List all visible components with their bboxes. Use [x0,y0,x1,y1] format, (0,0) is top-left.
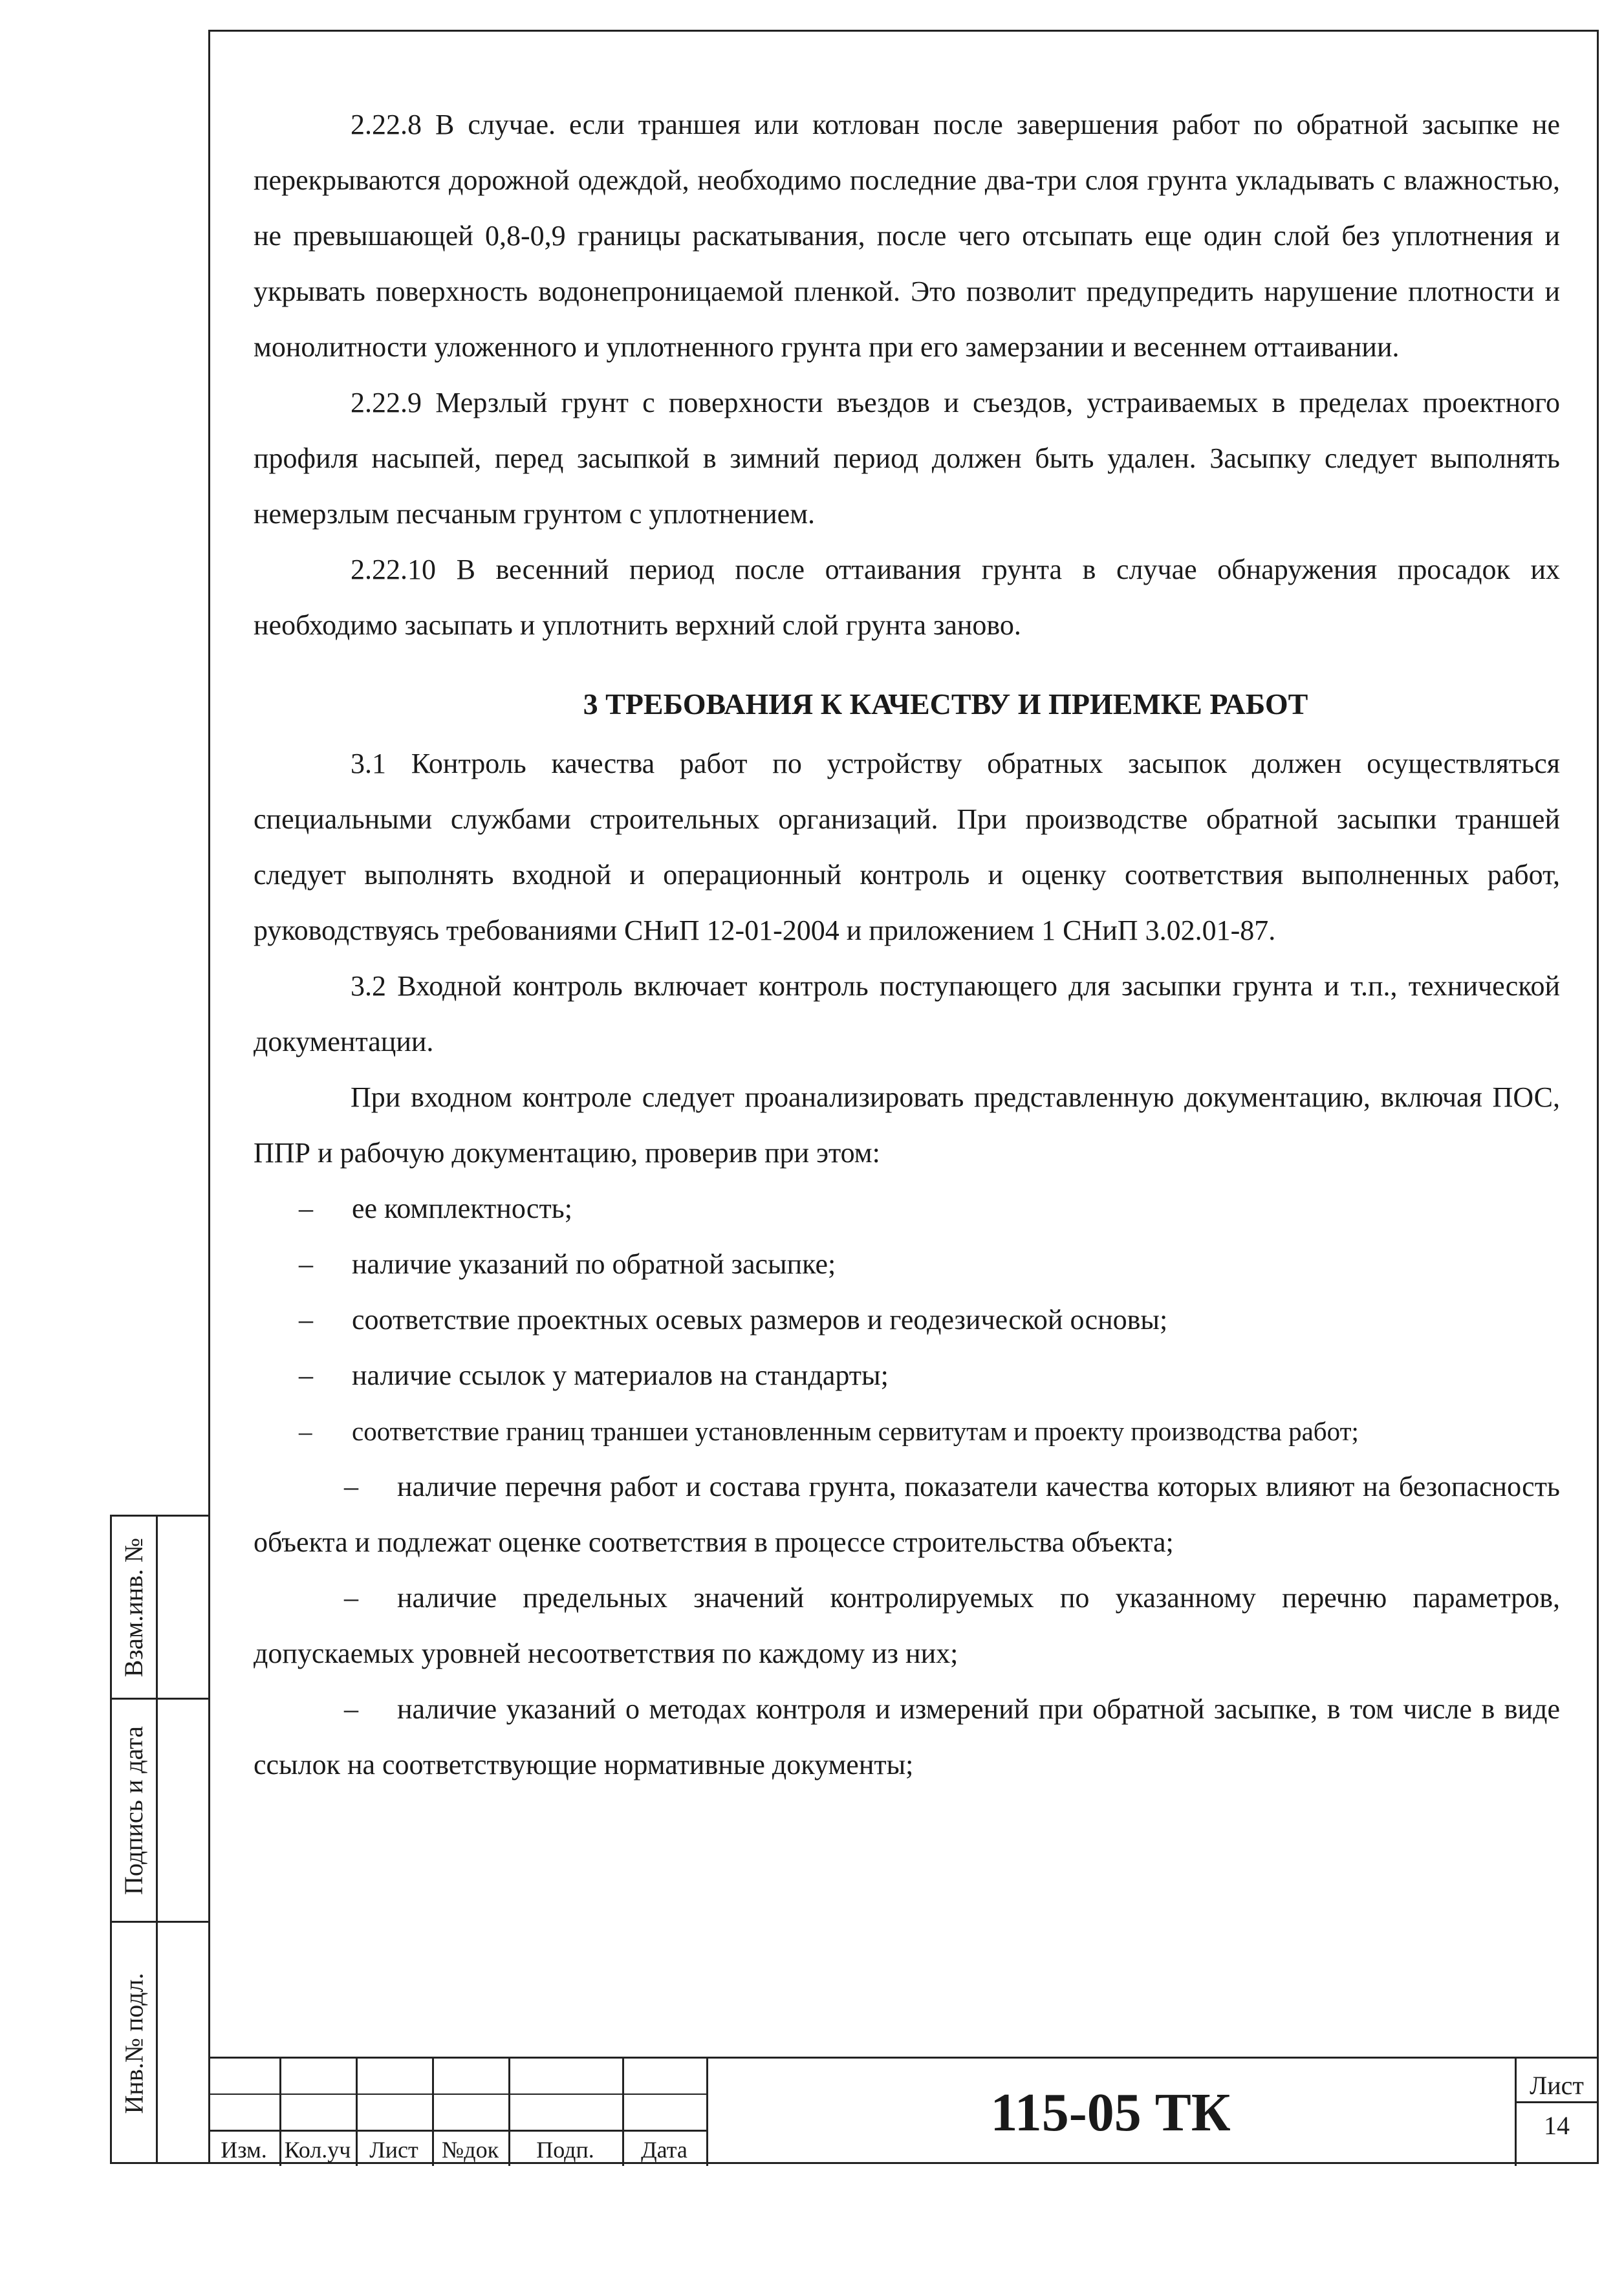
side-stamp-strip [110,1515,208,2164]
list-item-text: наличие ссылок у материалов на стандарты; [352,1359,889,1391]
inv-replace-label: Взам.инв. № [119,1537,149,1677]
list-item [254,1181,1560,1237]
dash-marker: – [299,1304,313,1336]
paragraph-3-1: 3.1 Контроль качества работ по устройству обратных засыпок должен осуществляться специальными службами строительных организаций. При производстве обратной засыпки траншей следует выполнять входной и операционный контроль и оценку соответствия выполненных работ, руководствуясь требованиями СНиП 12-01-2004 и приложением 1 СНиП 3.02.01-87. [254,748,1560,946]
header-change: Изм. [221,2137,267,2163]
list-item-text: наличие указаний о методах контроля и измерений при обратной засыпке, в том числе в виде ссылок на соответствующие нормативные документы; [254,1693,1560,1780]
document-code: 115-05 ТК [990,2082,1231,2143]
dash-marker: – [299,1193,313,1224]
list-item [254,1459,1560,1570]
document-body [254,97,1560,1793]
list-item [254,1403,1560,1459]
list-item [254,1292,1560,1348]
sheet-label: Лист [1530,2071,1584,2100]
list-item-text: наличие указаний по обратной засыпке; [352,1248,836,1280]
title-block [208,2057,1599,2164]
paragraph-2-22-10: 2.22.10 В весенний период после оттаивания грунта в случае обнаружения просадок их необходимо засыпать и уплотнить верхний слой грунта заново. [254,554,1560,641]
dash-marker: – [344,1471,358,1502]
dash-marker: – [299,1416,312,1446]
list-item-text: соответствие границ траншеи установленным сервитутам и проекту производства работ; [352,1416,1359,1446]
sheet-box-divider [1515,2101,1599,2103]
inv-original-label: Инв.№ подл. [119,1973,149,2114]
list-item [254,1237,1560,1292]
list-item [254,1570,1560,1682]
header-doc-number: №док [441,2137,499,2163]
header-sheet: Лист [369,2137,418,2163]
dash-marker: – [344,1582,358,1614]
list-item-text: соответствие проектных осевых размеров и геодезической основы; [352,1304,1168,1336]
paragraph-input-control: При входном контроле следует проанализировать представленную документацию, включая ПОС, ППР и рабочую документацию, проверив при этом: [254,1081,1560,1169]
list-item-text: ее комплектность; [352,1193,572,1224]
list-item-text: наличие предельных значений контролируемых по указанному перечню параметров, допускаемых уровней несоответствия по каждому из них; [254,1582,1560,1669]
paragraph-2-22-9: 2.22.9 Мерзлый грунт с поверхности въездов и съездов, устраиваемых в пределах проектного профиля насыпей, перед засыпкой в зимний период должен быть удален. Засыпку следует выполнять немерзлым песчаным грунтом с уплотнением. [254,387,1560,530]
dash-marker: – [344,1693,358,1725]
list-item [254,1348,1560,1403]
list-item [254,1682,1560,1793]
paragraph-2-22-8: 2.22.8 В случае. если траншея или котлован после завершения работ по обратной засыпке не перекрываются дорожной одеждой, необходимо последние два-три слоя грунта укладывать с влажностью, не превышающей 0,8-0,9 границы раскатывания, после чего отсыпать еще один слой без уплотнения и укрывать поверхность водонепроницаемой пленкой. Это позволит предупредить нарушение плотности и монолитности уложенного и уплотненного грунта при его замерзании и весеннем оттаивании. [254,109,1560,363]
dash-marker: – [299,1359,313,1391]
header-signature: Подп. [536,2137,594,2163]
header-date: Дата [641,2137,687,2163]
dash-marker: – [299,1248,313,1280]
title-block-row-line [208,2130,706,2132]
title-block-row-line [208,2094,706,2095]
section-heading: 3 ТРЕБОВАНИЯ К КАЧЕСТВУ И ПРИЕМКЕ РАБОТ [583,687,1308,720]
signature-date-label: Подпись и дата [119,1726,149,1895]
list-item-text: наличие перечня работ и состава грунта, показатели качества которых влияют на безопасность объекта и подлежат оценке соответствия в процессе строительства объекта; [254,1471,1560,1558]
header-count: Кол.уч [284,2137,351,2163]
sheet-number: 14 [1544,2111,1570,2140]
paragraph-3-2: 3.2 Входной контроль включает контроль поступающего для засыпки грунта и т.п., технической документации. [254,970,1560,1057]
